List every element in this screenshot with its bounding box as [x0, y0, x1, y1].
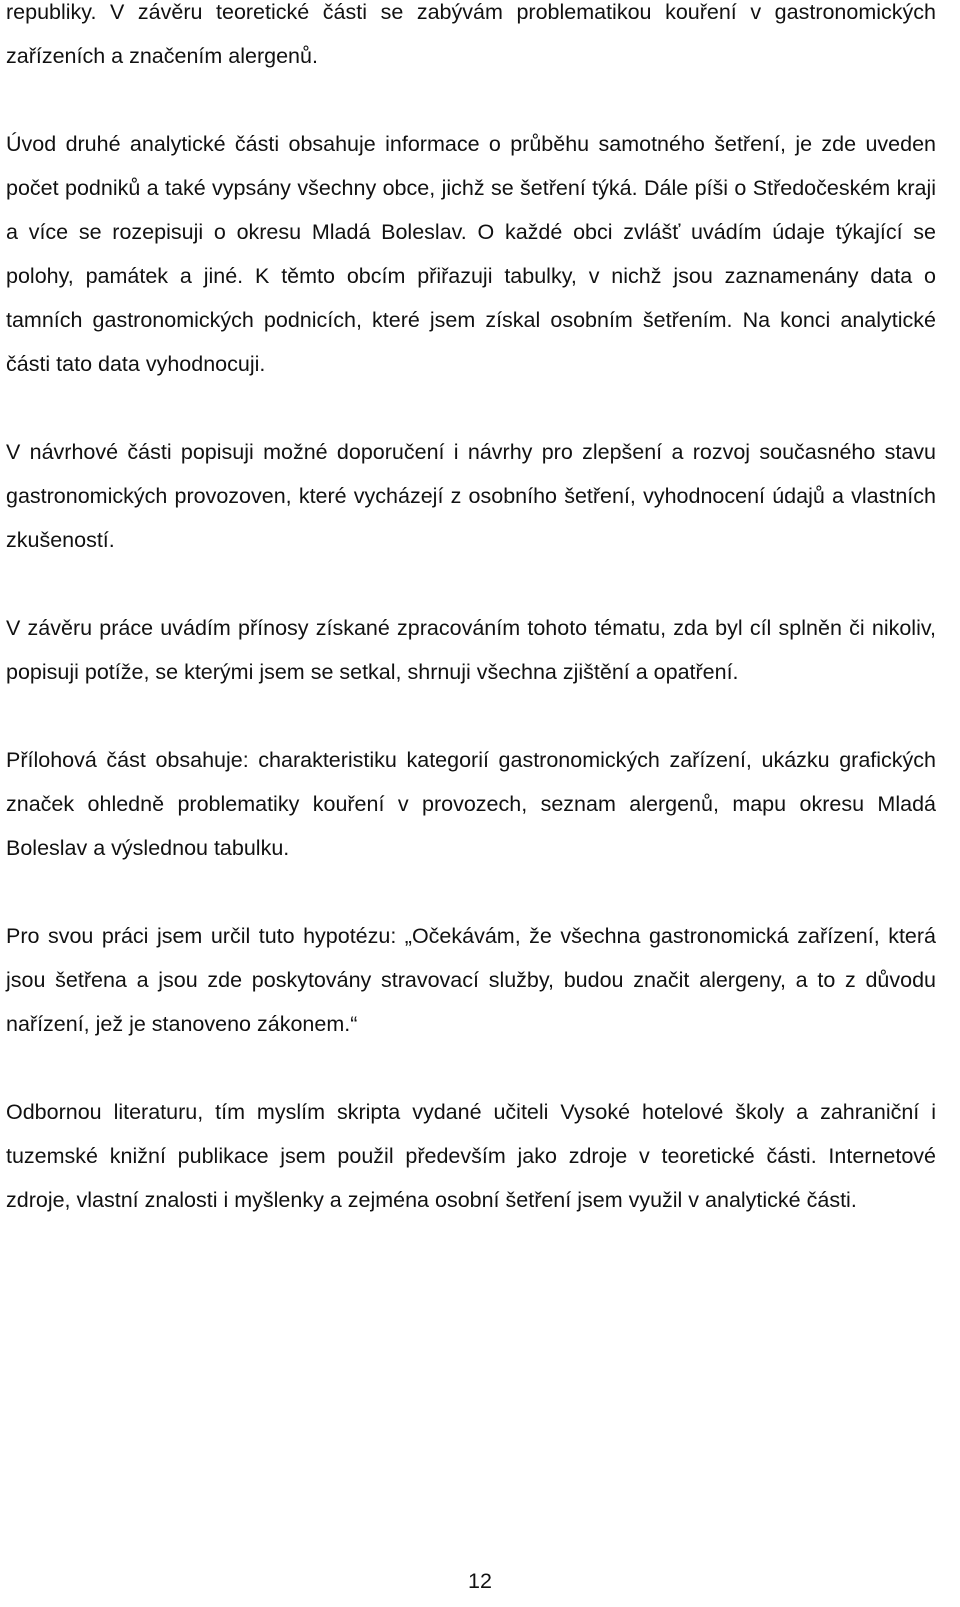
paragraph-hypothesis: Pro svou práci jsem určil tuto hypotézu: „Očekávám, že všechna gastronomická zařízení, která jsou šetřena a jsou zde poskytovány stravovací služby, budou značit alergeny, a to z důvodu nařízení, jež je stanoveno zákonem.“	[6, 924, 936, 1036]
paragraph-analytical-part: Úvod druhé analytické části obsahuje informace o průběhu samotného šetření, je zde uveden počet podniků a také vypsány všechny obce, jichž se šetření týká. Dále píši o Středočeském kraji a více se rozepisuji o okresu Mladá Boleslav. O každé obci zvlášť uvádím údaje týkající se polohy, památek a jiné. K těmto obcím přiřazuji tabulky, v nichž jsou zaznamenány data o tamních gastronomických podnicích, které jsem získal osobním šetřením. Na konci analytické části tato data vyhodnocuji.	[6, 132, 936, 376]
body-text	[6, 0, 936, 1222]
paragraph-conclusion: V závěru práce uvádím přínosy získané zpracováním tohoto tématu, zda byl cíl splněn či nikoliv, popisuji potíže, se kterými jsem se setkal, shrnuji všechna zjištění a opatření.	[6, 616, 936, 684]
paragraph-intro-continuation: republiky. V závěru teoretické části se zabývám problematikou kouření v gastronomických zařízeních a značením alergenů.	[6, 0, 936, 68]
paragraph-proposal-part: V návrhové části popisuji možné doporučení i návrhy pro zlepšení a rozvoj současného stavu gastronomických provozoven, které vycházejí z osobního šetření, vyhodnocení údajů a vlastních zkušeností.	[6, 440, 936, 552]
page-number: 12	[468, 1569, 492, 1593]
paragraph-appendix: Přílohová část obsahuje: charakteristiku kategorií gastronomických zařízení, ukázku grafických značek ohledně problematiky kouření v provozech, seznam alergenů, mapu okresu Mladá Boleslav a výslednou tabulku.	[6, 748, 936, 860]
paragraph-sources: Odbornou literaturu, tím myslím skripta vydané učiteli Vysoké hotelové školy a zahraniční i tuzemské knižní publikace jsem použil především jako zdroje v teoretické části. Internetové zdroje, vlastní znalosti i myšlenky a zejména osobní šetření jsem využil v analytické části.	[6, 1100, 936, 1212]
